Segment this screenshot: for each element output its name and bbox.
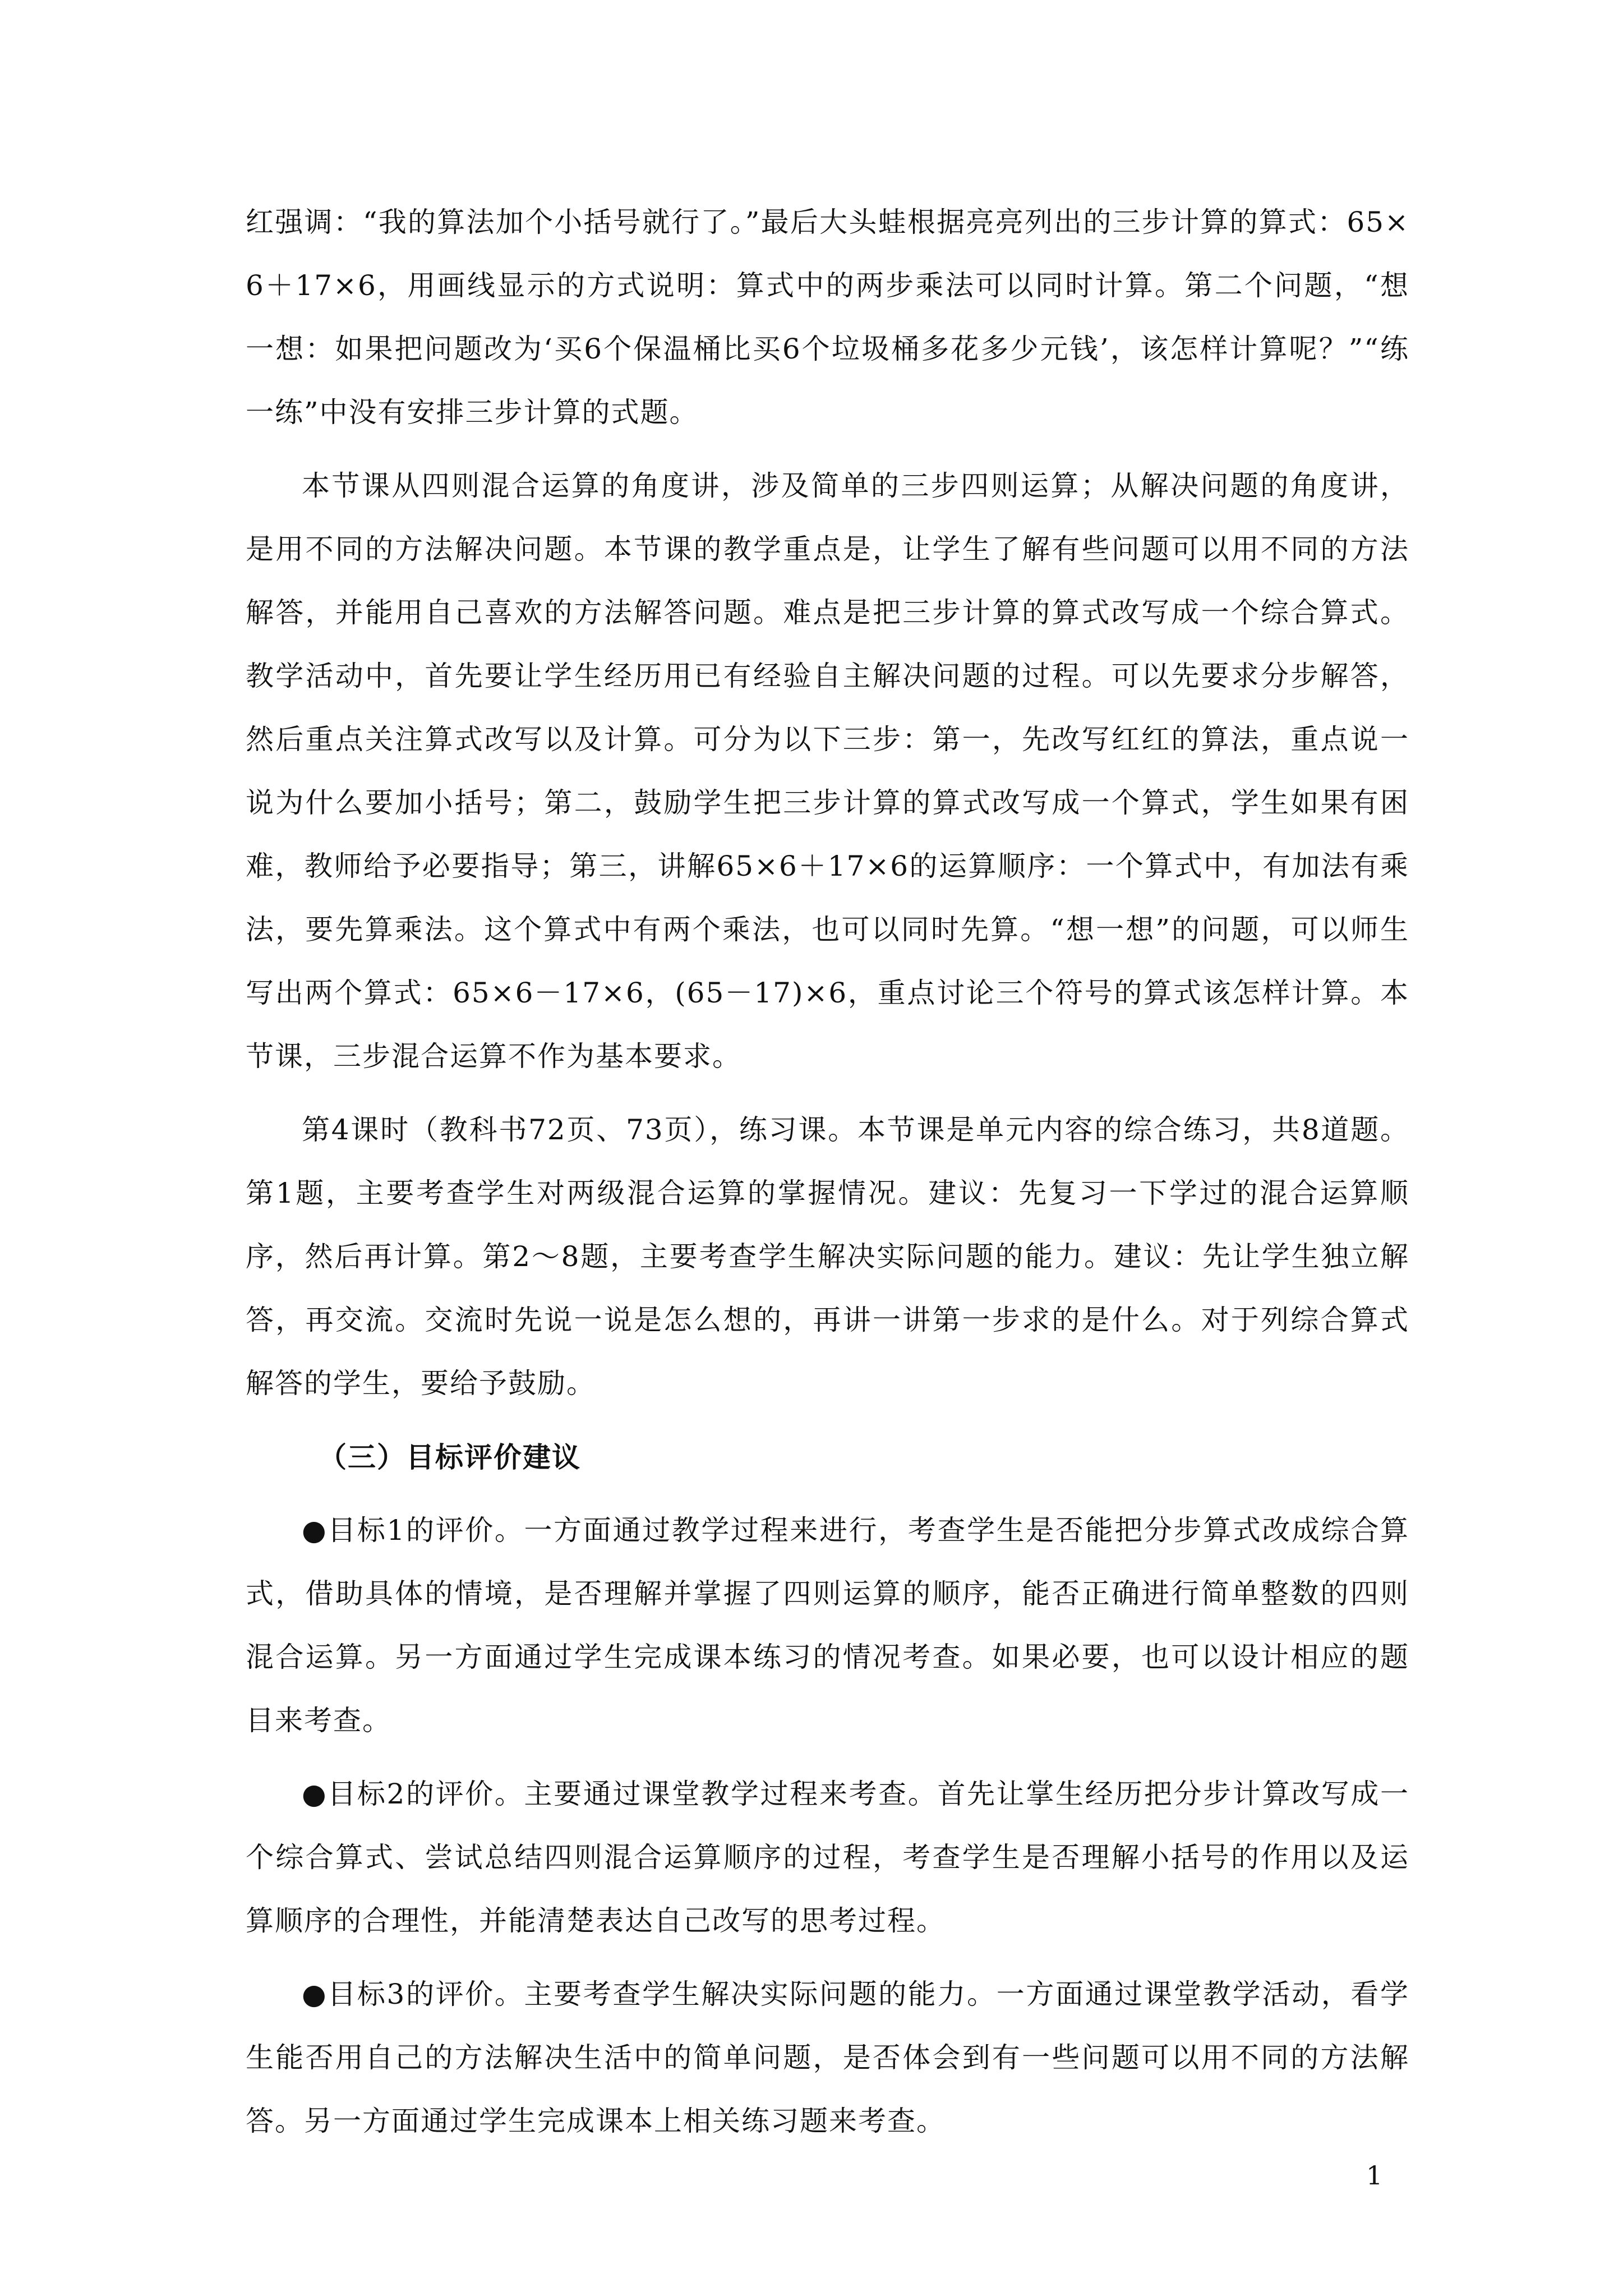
paragraph-gap <box>246 1088 1409 1098</box>
evaluation-goal-3: ●目标3的评价。主要考查学生解决实际问题的能力。一方面通过课堂教学活动，看学生能否用自己的方法解决生活中的简单问题，是否体会到有一些问题可以用不同的方法解答。另一方面通过学生完成课本上相关练习题来考查。 <box>246 1978 1409 2137</box>
paragraph-gap <box>246 1953 1409 1963</box>
paragraph-lesson-analysis: 本节课从四则混合运算的角度讲，涉及简单的三步四则运算；从解决问题的角度讲，是用不同的方法解决问题。本节课的教学重点是，让学生了解有些问题可以用不同的方法解答，并能用自己喜欢的方法解答问题。难点是把三步计算的算式改写成一个综合算式。教学活动中，首先要让学生经历用已有经验自主解决问题的过程。可以先要求分步解答，然后重点关注算式改写以及计算。可分为以下三步：第一，先改写红红的算法，重点说一说为什么要加小括号；第二，鼓励学生把三步计算的算式改写成一个算式，学生如果有困难，教师给予必要指导；第三，讲解65×6＋17×6的运算顺序：一个算式中，有加法有乘法，要先算乘法。这个算式中有两个乘法，也可以同时先算。“想一想”的问题，可以师生写出两个算式：65×6－17×6，(65－17)×6，重点讨论三个符号的算式该怎样计算。本节课，三步混合运算不作为基本要求。 <box>246 470 1409 1073</box>
paragraph-continuation: 红强调：“我的算法加个小括号就行了。”最后大头蛙根据亮亮列出的三步计算的算式：65×6＋17×6，用画线显示的方式说明：算式中的两步乘法可以同时计算。第二个问题，“想一想：如果把问题改为‘买6个保温桶比买6个垃圾桶多花多少元钱’，该怎样计算呢？”“练一练”中没有安排三步计算的式题。 <box>246 206 1409 429</box>
paragraph-gap <box>246 1415 1409 1425</box>
paragraph-gap <box>246 444 1409 454</box>
page-number: 1 <box>1366 2160 1383 2191</box>
paragraph-gap <box>246 1489 1409 1499</box>
evaluation-goal-2: ●目标2的评价。主要通过课堂教学过程来考查。首先让掌生经历把分步计算改写成一个综合算式、尝试总结四则混合运算顺序的过程，考查学生是否理解小括号的作用以及运算顺序的合理性，并能清楚表达自己改写的思考过程。 <box>246 1778 1409 1937</box>
paragraph-gap <box>246 1752 1409 1763</box>
document-body <box>246 191 1409 2153</box>
paragraph-lesson-4: 第4课时（教科书72页、73页），练习课。本节课是单元内容的综合练习，共8道题。第1题，主要考查学生对两级混合运算的掌握情况。建议：先复习一下学过的混合运算顺序，然后再计算。第2～8题，主要考查学生解决实际问题的能力。建议：先让学生独立解答，再交流。交流时先说一说是怎么想的，再讲一讲第一步求的是什么。对于列综合算式解答的学生，要给予鼓励。 <box>246 1114 1409 1400</box>
evaluation-goal-1: ●目标1的评价。一方面通过教学过程来进行，考查学生是否能把分步算式改成综合算式，借助具体的情境，是否理解并掌握了四则运算的顺序，能否正确进行简单整数的四则混合运算。另一方面通过学生完成课本练习的情况考查。如果必要，也可以设计相应的题目来考查。 <box>246 1514 1409 1737</box>
section-heading: （三）目标评价建议 <box>319 1441 581 1474</box>
